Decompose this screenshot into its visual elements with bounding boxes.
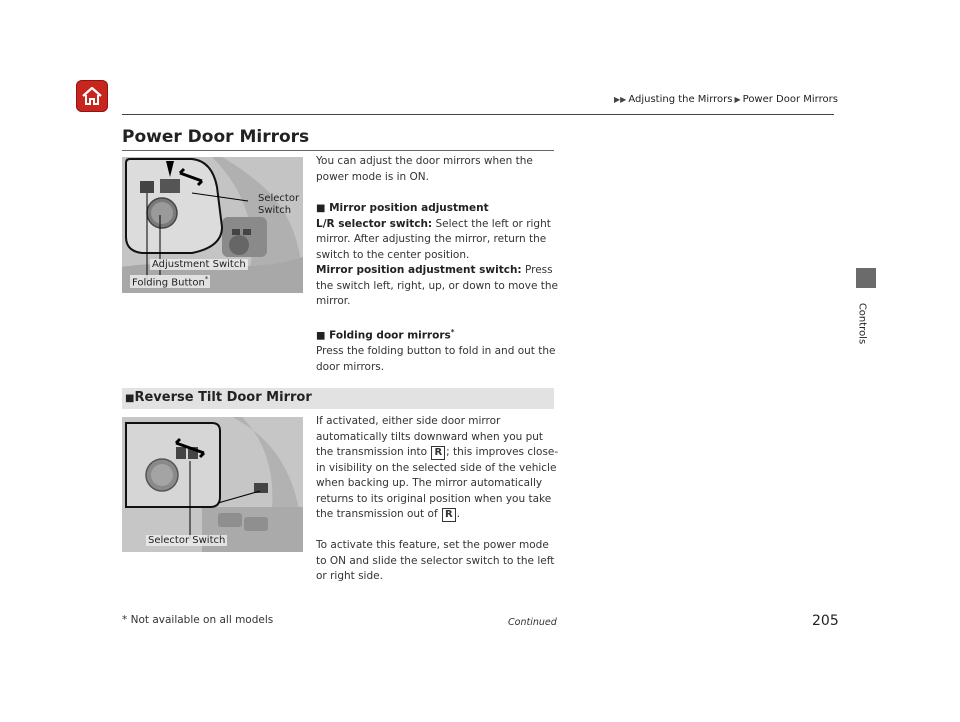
adjustment-switch-callout: Adjustment Switch (152, 259, 246, 270)
breadcrumb-power-door-mirrors[interactable]: Power Door Mirrors (742, 94, 838, 105)
text-line (316, 263, 558, 279)
text-line: If activated, either side door mirror (316, 415, 501, 427)
heading-text: Reverse Tilt Door Mirror (134, 390, 312, 405)
text-line: to ON and slide the selector switch to the left (316, 554, 555, 567)
footnote: * Not available on all models (122, 614, 274, 626)
folding-mirrors-section (316, 325, 555, 375)
title-divider (122, 150, 554, 151)
heading-text: Folding door mirrors (329, 329, 451, 342)
text-span: Press (524, 264, 553, 276)
text-span: Select the left or right (435, 217, 551, 230)
selector-switch-callout (256, 193, 301, 217)
text-line: door mirrors. (316, 360, 385, 373)
text-line (316, 507, 558, 523)
page-number: 205 (812, 613, 839, 629)
home-icon (80, 84, 104, 108)
text-span: ; this improves close- (446, 446, 559, 458)
text-line: You can adjust the door mirrors when the (316, 155, 533, 167)
page-title: Power Door Mirrors (122, 127, 310, 147)
text-line: returns to its original position when you take (316, 492, 552, 505)
mirror-controls-figure (122, 157, 303, 293)
section-tab-marker[interactable] (856, 268, 876, 288)
callout-text: Selector (258, 193, 300, 204)
home-button[interactable] (76, 80, 108, 112)
section-tab-label: Controls (856, 302, 868, 345)
mirror-position-heading (316, 201, 558, 217)
text-line: Press the folding button to fold in and out the (316, 345, 556, 357)
gear-r-keycap: R (442, 508, 456, 522)
text-line: power mode is in ON. (316, 170, 429, 183)
mirror-controls-illustration (122, 157, 303, 293)
term-label: Mirror position adjustment switch: (316, 264, 522, 276)
heading-text: Mirror position adjustment (329, 202, 489, 214)
breadcrumb-adjusting-mirrors[interactable]: Adjusting the Mirrors (628, 94, 733, 105)
breadcrumb (612, 94, 838, 105)
intro-paragraph (316, 154, 533, 185)
text-span: the transmission into (316, 446, 428, 458)
text-line: To activate this feature, set the power mode (316, 539, 549, 551)
breadcrumb-arrow-icon: ▶▶ (614, 95, 627, 104)
square-bullet-icon: ■ (125, 393, 135, 404)
text-line: automatically tilts downward when you put (316, 430, 544, 443)
reverse-tilt-paragraph-1 (316, 414, 558, 523)
continued-label: Continued (508, 617, 557, 628)
text-line: when backing up. The mirror automatically (316, 477, 543, 489)
text-line: mirror. After adjusting the mirror, return the (316, 233, 547, 245)
text-line (316, 445, 558, 461)
text-line: mirror. (316, 295, 351, 307)
reverse-tilt-paragraph-2 (316, 538, 554, 585)
breadcrumb-arrow-icon: ▶ (734, 95, 741, 104)
text-line: in visibility on the selected side of the vehicle (316, 461, 557, 474)
text-span: . (456, 508, 461, 520)
reverse-tilt-figure (122, 417, 303, 552)
text-span: the transmission out of (316, 508, 438, 520)
text-line: switch to the center position. (316, 248, 470, 261)
reverse-tilt-illustration (122, 417, 303, 552)
folding-mirrors-heading (316, 325, 555, 344)
mirror-position-section (316, 201, 558, 310)
callout-text: Folding Button (132, 277, 205, 289)
gear-r-keycap: R (431, 446, 445, 460)
reverse-tilt-title (125, 390, 312, 405)
text-line (316, 217, 558, 233)
header-divider (122, 114, 834, 115)
text-line: or right side. (316, 570, 383, 582)
square-bullet-icon: ■ (316, 203, 326, 214)
term-label: L/R selector switch: (316, 217, 433, 230)
folding-button-callout (130, 275, 210, 288)
square-bullet-icon: ■ (316, 330, 326, 342)
footnote-mark: * (204, 275, 209, 283)
callout-text: Switch (258, 205, 292, 216)
footnote-mark: * (450, 328, 455, 336)
selector-switch-callout: Selector Switch (148, 535, 226, 546)
text-line: the switch left, right, up, or down to move the (316, 279, 558, 292)
